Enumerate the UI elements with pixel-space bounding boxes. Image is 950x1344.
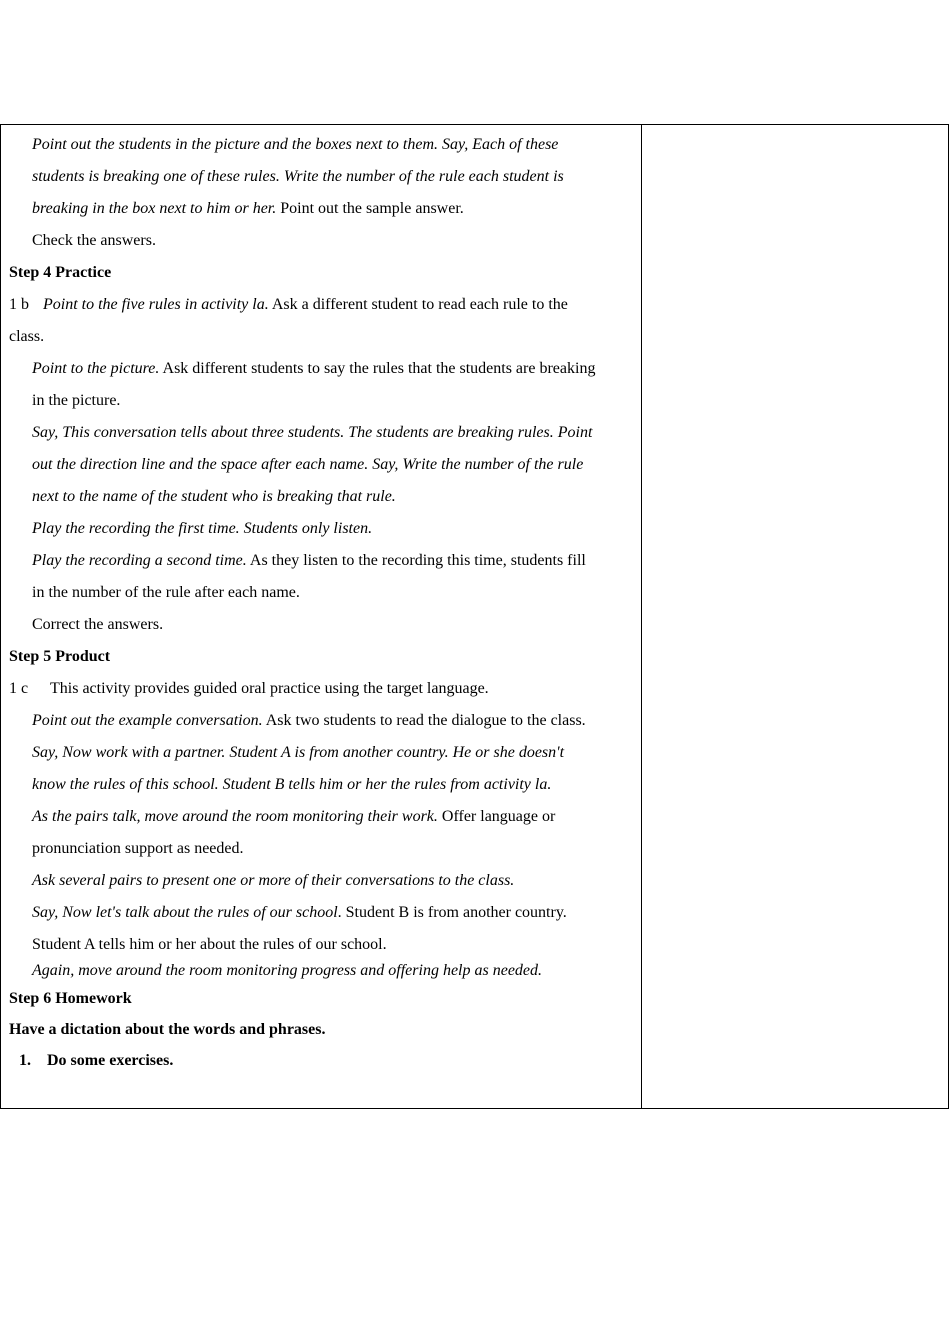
step4-line: Play the recording a second time. As they listen to the recording this time, students fill (32, 552, 586, 569)
activity-label: 1 c (9, 680, 29, 697)
step4-line: in the number of the rule after each name. (32, 584, 300, 601)
step3-line: Point out the students in the picture and the boxes next to them. Say, Each of these (32, 136, 559, 153)
step6-heading: Step 6 Homework (9, 990, 132, 1007)
activity-label: 1 b (9, 296, 29, 313)
step4-line: Play the recording the first time. Students only listen. (32, 520, 373, 537)
step5-line: As the pairs talk, move around the room monitoring their work. Offer language or (32, 808, 556, 825)
step5-line: Say, Now work with a partner. Student A is from another country. He or she doesn't (32, 744, 565, 761)
step5-line: pronunciation support as needed. (32, 840, 244, 857)
step4-line: in the picture. (32, 392, 121, 409)
step3-line: Check the answers. (32, 232, 156, 249)
step4-line: Point to the picture. Ask different students to say the rules that the students are breaking (32, 360, 596, 377)
step4-line: Say, This conversation tells about three students. The students are breaking rules. Point (32, 424, 593, 441)
column-divider (641, 125, 642, 1108)
step5-line: know the rules of this school. Student B tells him or her the rules from activity la. (32, 776, 552, 793)
step5-line: Again, move around the room monitoring progress and offering help as needed. (32, 962, 543, 979)
step4-heading: Step 4 Practice (9, 264, 112, 281)
lesson-content-cell (9, 129, 633, 1076)
step4-line: class. (9, 328, 45, 345)
step5-line: Say, Now let's talk about the rules of our school. Student B is from another country. (32, 904, 567, 921)
step3-line: students is breaking one of these rules. Write the number of the rule each student is (32, 168, 564, 185)
lesson-plan-table (0, 124, 949, 1109)
step4-line: 1 b Point to the five rules in activity la. Ask a different student to read each rule to the (9, 289, 633, 321)
homework-list-item: 1. Do some exercises. (9, 1045, 633, 1076)
step5-heading: Step 5 Product (9, 648, 111, 665)
step4-line: out the direction line and the space after each name. Say, Write the number of the rule (32, 456, 584, 473)
step5-line: Ask several pairs to present one or more of their conversations to the class. (32, 872, 515, 889)
step5-line: Point out the example conversation. Ask two students to read the dialogue to the class. (32, 712, 586, 729)
step5-line: Student A tells him or her about the rules of our school. (32, 936, 387, 953)
step6-line: Have a dictation about the words and phrases. (9, 1021, 326, 1038)
step4-line: next to the name of the student who is breaking that rule. (32, 488, 396, 505)
step3-line: breaking in the box next to him or her. Point out the sample answer. (32, 200, 464, 217)
step4-line: Correct the answers. (32, 616, 164, 633)
list-number: 1. (19, 1052, 31, 1069)
step5-line: 1 c This activity provides guided oral practice using the target language. (9, 673, 633, 705)
